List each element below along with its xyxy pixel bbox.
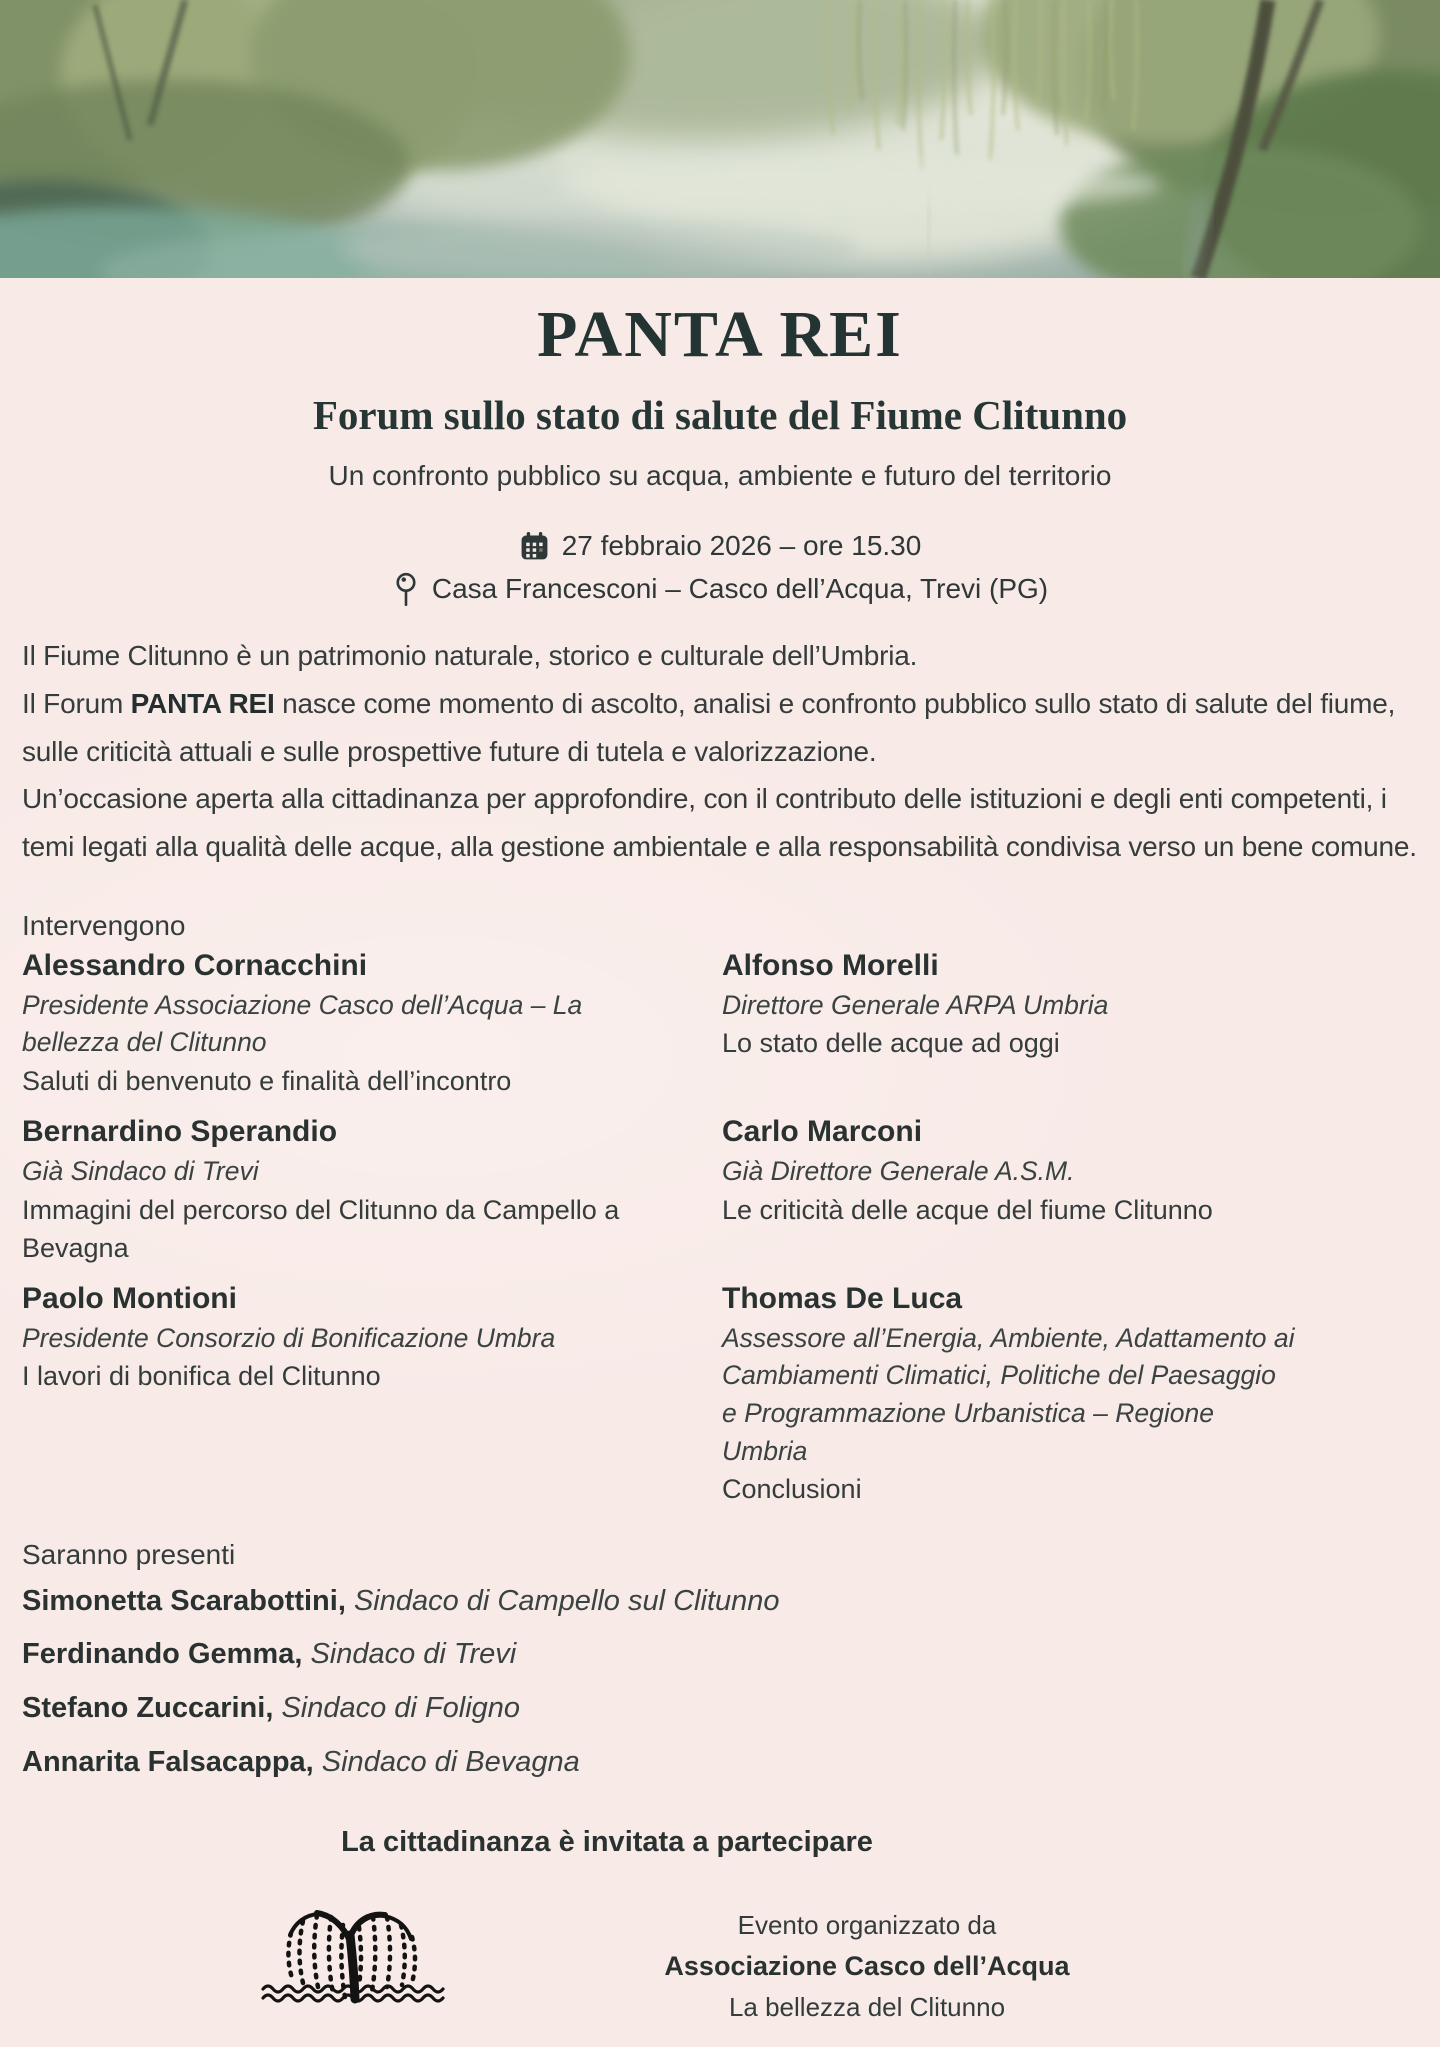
speaker-name: Alessandro Cornacchini [22,949,368,983]
speaker-name: Thomas De Luca [722,1282,963,1316]
organization-name: Associazione Casco dell’Acqua [664,1950,1070,1981]
speaker-entry [722,946,1297,1100]
speaker-name: Paolo Montioni [22,1282,237,1316]
intro-paragraph-2 [22,680,1418,775]
speaker-topic: Immagini del percorso del Clitunno da Campello a Bevagna [22,1194,620,1263]
event-location-row [392,572,1048,606]
attendee-role: Sindaco di Bevagna [313,1746,580,1779]
speaker-role: Presidente Consorzio di Bonificazione Umbra [22,1322,556,1353]
speakers-grid [22,946,1418,1508]
speaker-entry [22,1279,670,1508]
organized-by-label: Evento organizzato da [737,1910,997,1941]
speaker-entry [722,1279,1297,1508]
attendee-item [22,1575,1418,1629]
intro-p2-bold: PANTA REI [130,687,275,719]
intro-text [22,632,1418,870]
intro-paragraph-3: Un’occasione aperta alla cittadinanza per approfondire, con il contributo delle istituzioni e degli enti competenti, i temi legati alla qualità delle acque, alla gestione ambientale e alla responsabilità condivisa verso un bene comune. [22,783,1417,862]
speaker-entry [22,1112,670,1267]
speaker-name: Carlo Marconi [722,1115,923,1149]
organization-tagline: La bellezza del Clitunno [728,1992,1006,2023]
speaker-topic: Conclusioni [722,1474,862,1505]
intro-paragraph-1: Il Fiume Clitunno è un patrimonio naturale, storico e culturale dell’Umbria. [22,640,918,672]
speakers-heading: Intervengono [22,910,186,942]
attendee-item [22,1682,1418,1736]
page-title: PANTA REI [537,298,903,371]
speaker-name: Alfonso Morelli [722,949,939,983]
intro-p2-after: nasce come momento di ascolto, analisi e confronto pubblico sullo stato di salute del fiume, sulle criticità attuali e sulle prospettive future di tutela e valorizzazione. [22,687,1396,767]
attendee-name: Simonetta Scarabottini, [22,1584,346,1617]
attendee-role: Sindaco di Foligno [273,1692,521,1725]
speaker-role: Assessore all’Energia, Ambiente, Adattamento ai Cambiamenti Climatici, Politiche del Paesaggio e Programmazione Urbanistica – Regione Umbria [722,1322,1295,1466]
location-pin-icon [392,572,420,606]
attendee-item [22,1736,1418,1790]
hero-photo [0,0,1440,278]
speaker-role: Presidente Associazione Casco dell’Acqua – La bellezza del Clitunno [22,989,583,1058]
speaker-topic: Saluti di benvenuto e finalità dell’incontro [22,1066,512,1097]
attendee-name: Annarita Falsacappa, [22,1746,314,1779]
event-meta [22,530,1418,606]
speaker-topic: I lavori di bonifica del Clitunno [22,1361,381,1392]
speaker-role: Già Direttore Generale A.S.M. [722,1155,1075,1186]
attendee-name: Stefano Zuccarini, [22,1692,274,1725]
page-subtitle: Forum sullo stato di salute del Fiume Clitunno [312,392,1128,439]
speaker-topic: Le criticità delle acque del fiume Clitunno [722,1194,1213,1225]
attendee-role: Sindaco di Trevi [302,1638,517,1671]
event-location: Casa Francesconi – Casco dell’Acqua, Trevi (PG) [431,573,1049,605]
speaker-topic: Lo stato delle acque ad oggi [722,1028,1060,1059]
river-photo-illustration [0,0,1440,278]
attendees-heading: Saranno presenti [22,1538,236,1570]
speaker-role: Già Sindaco di Trevi [22,1155,259,1186]
organizer-block [622,1905,1112,2027]
willow-tree-logo [255,1873,455,2008]
footer [22,1867,1418,2047]
speaker-role: Direttore Generale ARPA Umbria [722,989,1109,1020]
intro-p2-before: Il Forum [22,687,131,719]
invitation-line: La cittadinanza è invitata a partecipare [341,1826,873,1859]
attendee-item [22,1628,1418,1682]
attendee-role: Sindaco di Campello sul Clitunno [345,1584,780,1617]
speaker-entry [722,1112,1297,1267]
calendar-icon [519,531,550,562]
tagline: Un confronto pubblico su acqua, ambiente e futuro del territorio [328,460,1112,492]
event-date: 27 febbraio 2026 – ore 15.30 [561,530,922,562]
attendees-list [22,1575,1418,1791]
speaker-name: Bernardino Sperandio [22,1115,338,1149]
speaker-entry [22,946,670,1100]
attendee-name: Ferdinando Gemma, [22,1638,303,1671]
event-date-row [519,530,922,562]
